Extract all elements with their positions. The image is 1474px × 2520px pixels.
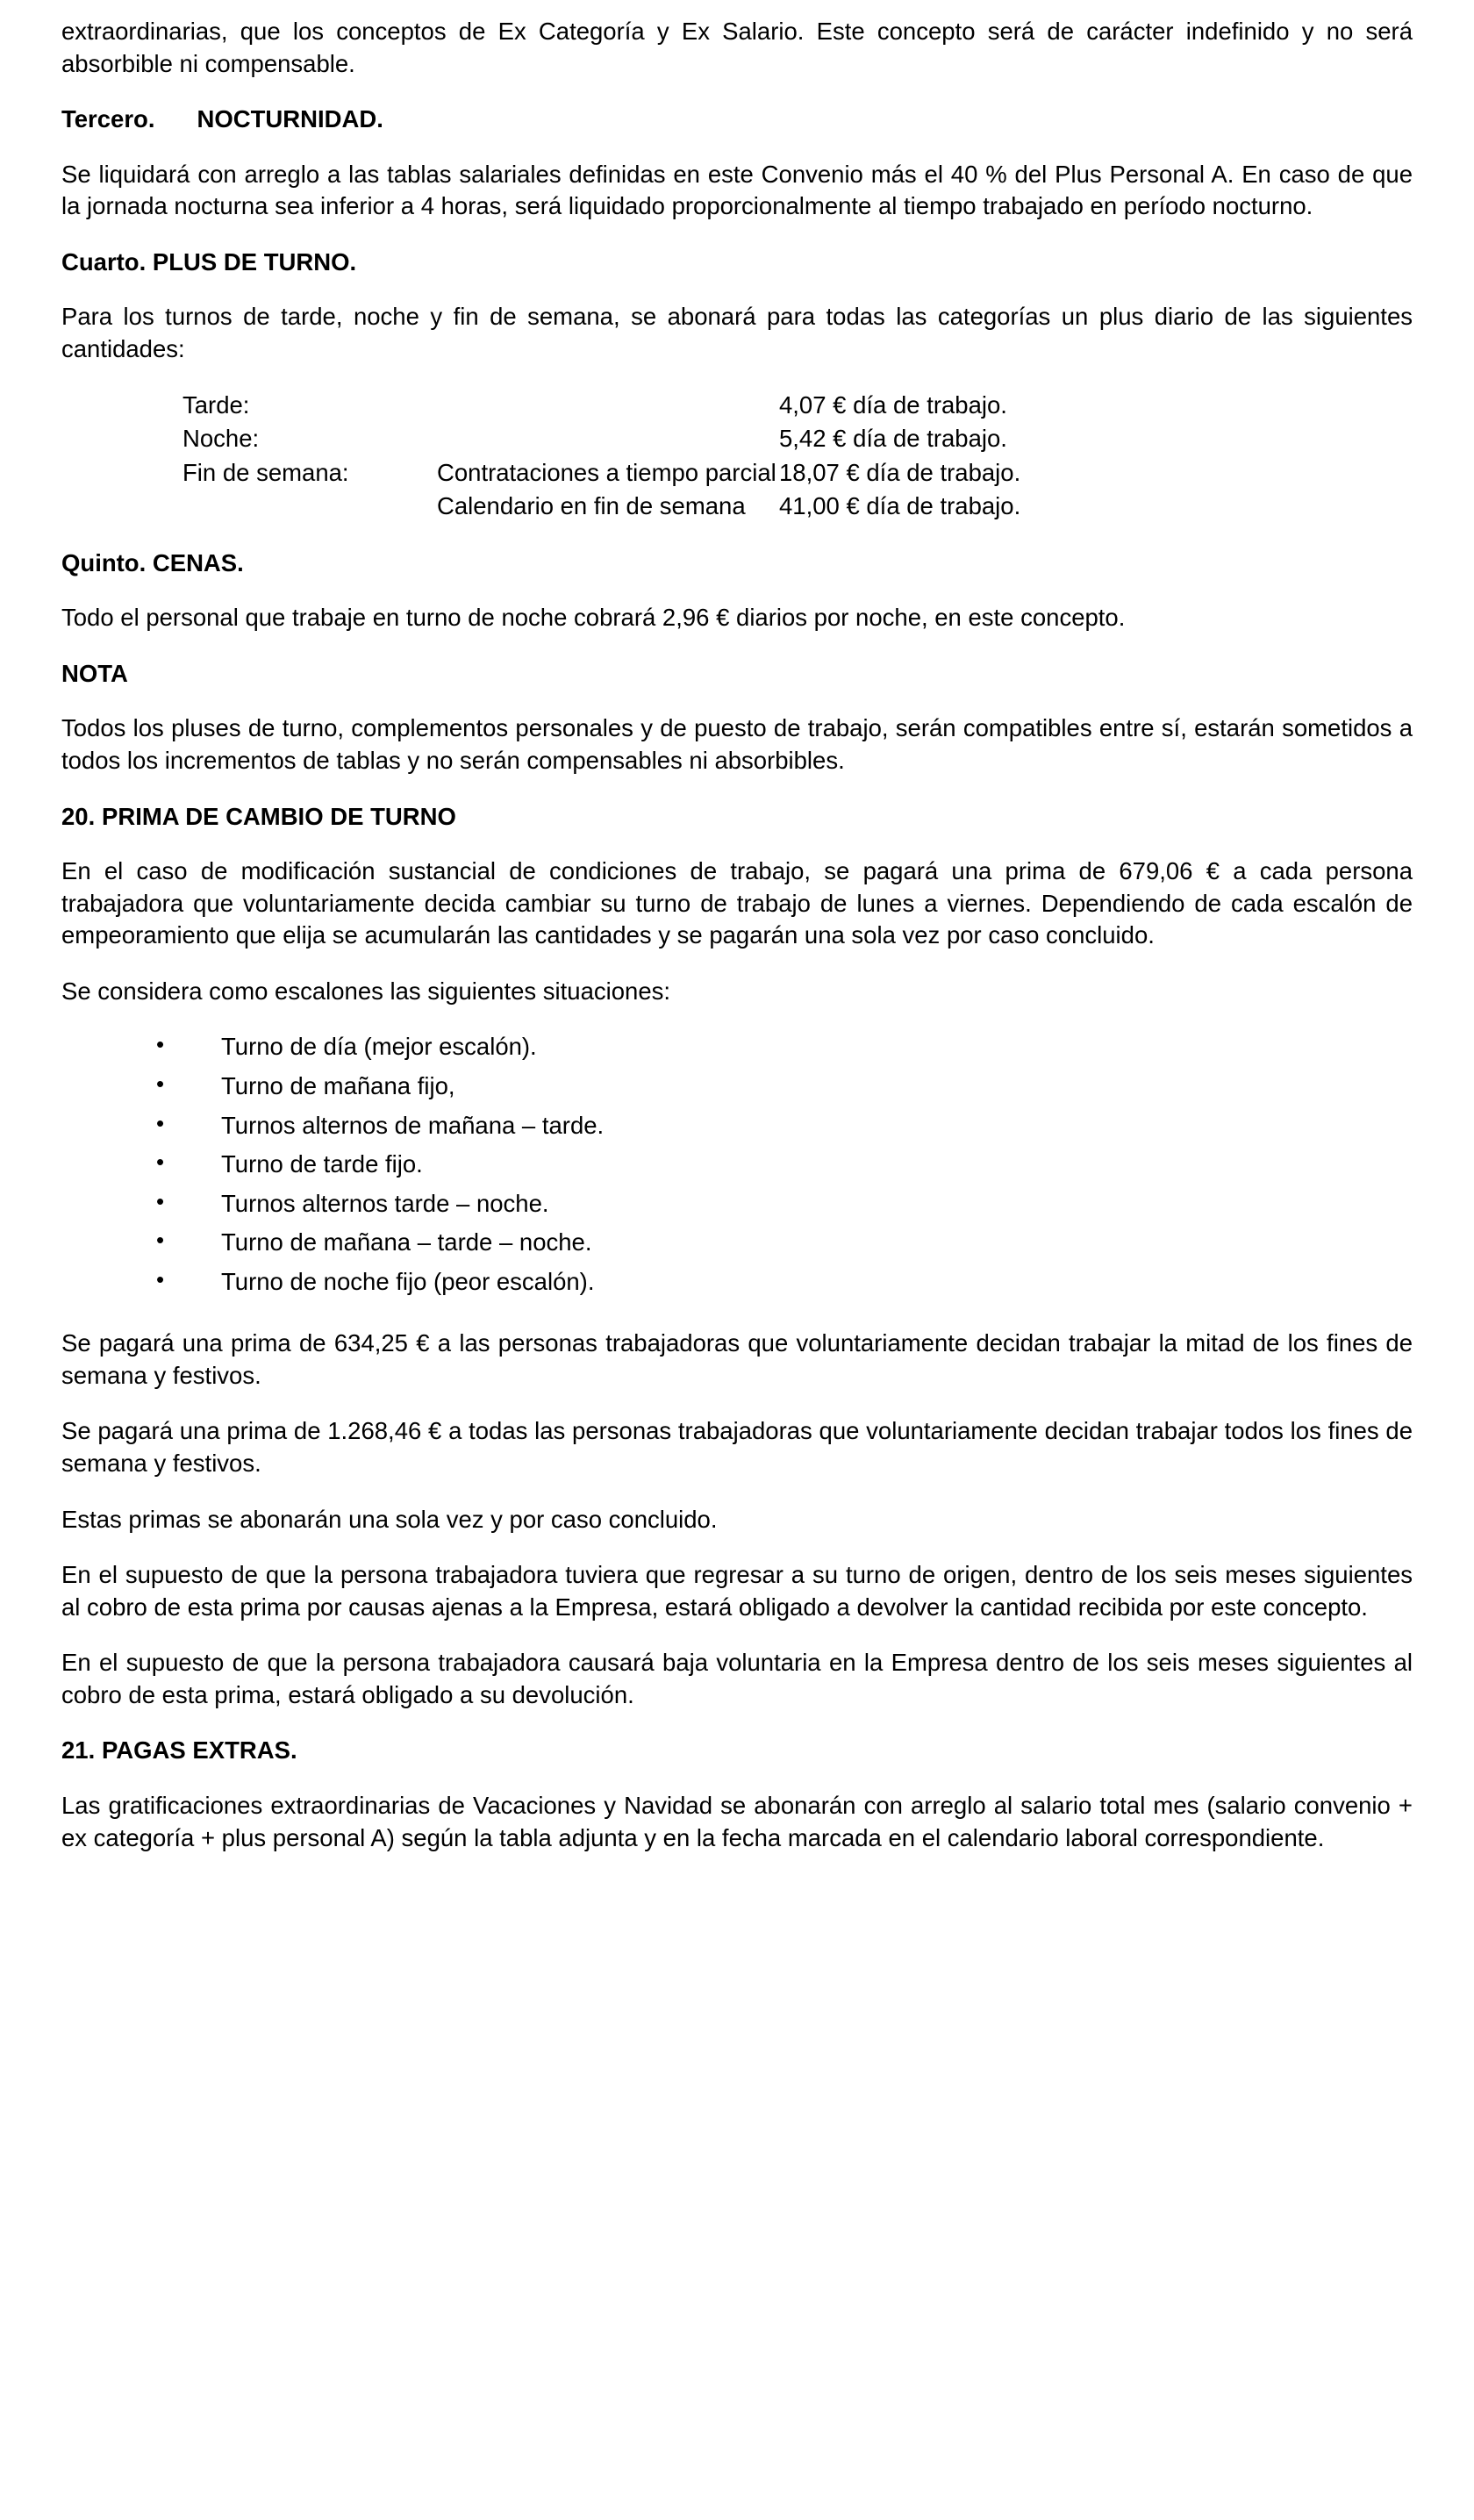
paragraph-escalones-intro: Se considera como escalones las siguientes situaciones: [61,977,670,1005]
plus-turno-table [61,390,1413,525]
list-item: • Turno de tarde fijo. [156,1149,1413,1188]
turno-detalle [437,390,779,424]
list-item: • Turnos alternos de mañana – tarde. [156,1110,1413,1149]
list-item: • Turno de mañana fijo, [156,1070,1413,1110]
heading-21-title: PAGAS EXTRAS. [102,1736,297,1765]
heading-tercero-label: Tercero. [61,105,155,133]
list-item: • Turno de mañana – tarde – noche. [156,1227,1413,1266]
heading-21-number: 21. [61,1736,96,1765]
heading-tercero-nocturnidad [61,104,1413,136]
escalones-list [61,1031,1413,1305]
heading-quinto-cenas: Quinto. CENAS. [61,548,244,576]
table-row [182,423,1020,457]
paragraph-nocturnidad: Se liquidará con arreglo a las tablas salariales definidas en este Convenio más el 40 % del Plus Personal A. En caso de que la jornada nocturna sea inferior a 4 horas, será liquidado proporcionalmente al tiempo trabajado en período nocturno. [61,160,1413,220]
turno-detalle: Calendario en fin de semana [437,492,746,520]
turno-concepto: Noche: [182,425,260,453]
heading-nota: NOTA [61,659,128,687]
heading-tercero-title: NOCTURNIDAD. [197,105,383,133]
heading-articulo-21 [61,1735,1413,1767]
paragraph-intro: extraordinarias, que los conceptos de Ex Categoría y Ex Salario. Este concepto será de carácter indefinido y no será absorbible ni compensable. [61,18,1413,77]
paragraph-prima-1: En el caso de modificación sustancial de condiciones de trabajo, se pagará una prima de 679,06 € a cada persona trabajadora que voluntariamente decida cambiar su turno de trabajo de lunes a viernes. Dependiendo de cada escalón de empeoramiento que elija se acumularán las cantidades y se pagarán una sola vez por caso concluido. [61,857,1413,949]
table-row [182,457,1020,491]
paragraph-nota: Todos los pluses de turno, complementos personales y de puesto de trabajo, serán compatibles entre sí, estarán sometidos a todos los incrementos de tablas y no serán compensables ni absorbibles. [61,714,1413,774]
paragraph-prima-3: Se pagará una prima de 1.268,46 € a todas las personas trabajadoras que voluntariamente decidan trabajar todos los fines de semana y festivos. [61,1417,1413,1477]
list-item: • Turno de noche fijo (peor escalón). [156,1266,1413,1306]
turno-concepto: Fin de semana: [182,458,349,486]
turno-importe: 5,42 € día de trabajo. [779,425,1007,453]
turno-concepto: Tarde: [182,390,250,419]
paragraph-cenas: Todo el personal que trabaje en turno de noche cobrará 2,96 € diarios por noche, en este concepto. [61,604,1126,632]
paragraph-prima-6: En el supuesto de que la persona trabajadora causará baja voluntaria en la Empresa dentro de los seis meses siguientes al cobro de esta prima, estará obligado a su devolución. [61,1649,1413,1708]
heading-articulo-20 [61,801,1413,834]
turno-importe: 41,00 € día de trabajo. [779,492,1021,520]
table-row [182,490,1020,525]
heading-cuarto-plus-de-turno: Cuarto. PLUS DE TURNO. [61,247,357,276]
turno-detalle: Contrataciones a tiempo parcial [437,458,776,486]
heading-20-number: 20. [61,802,96,830]
paragraph-pagas-extras: Las gratificaciones extraordinarias de Vacaciones y Navidad se abonarán con arreglo al salario total mes (salario convenio + ex categoría + plus personal A) según la tabla adjunta y en la fecha marcada en el calendario laboral correspondiente. [61,1791,1413,1851]
turno-importe: 4,07 € día de trabajo. [779,390,1007,419]
list-item: • Turno de día (mejor escalón). [156,1031,1413,1070]
paragraph-prima-5: En el supuesto de que la persona trabajadora tuviera que regresar a su turno de origen, dentro de los seis meses siguientes al cobro de esta prima por causas ajenas a la Empresa, estará obligado a devolver la cantidad recibida por este concepto. [61,1561,1413,1621]
heading-20-title: PRIMA DE CAMBIO DE TURNO [102,802,456,830]
turno-detalle [437,423,779,457]
list-item: • Turnos alternos tarde – noche. [156,1188,1413,1228]
turno-importe: 18,07 € día de trabajo. [779,458,1021,486]
paragraph-prima-2: Se pagará una prima de 634,25 € a las personas trabajadoras que voluntariamente decidan trabajar la mitad de los fines de semana y festivos. [61,1329,1413,1389]
turno-concepto [182,490,437,525]
paragraph-plus-turno: Para los turnos de tarde, noche y fin de semana, se abonará para todas las categorías un plus diario de las siguientes cantidades: [61,303,1413,362]
table-row [182,390,1020,424]
paragraph-prima-4: Estas primas se abonarán una sola vez y por caso concluido. [61,1505,718,1533]
